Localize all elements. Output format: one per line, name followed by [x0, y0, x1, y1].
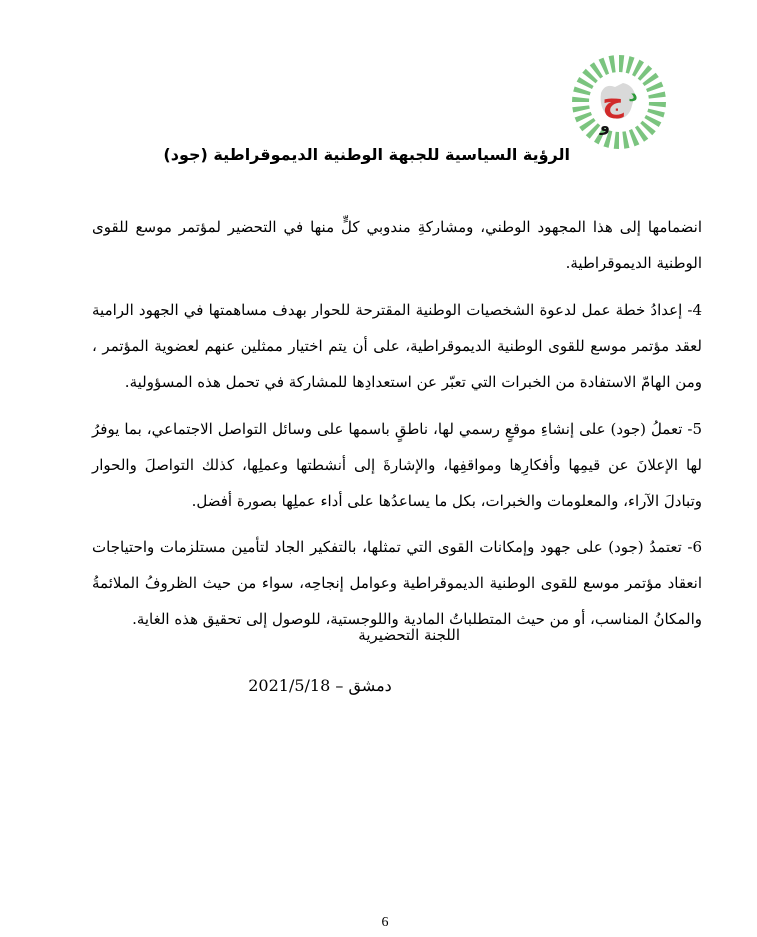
- logo-ray: [622, 131, 629, 148]
- logo-letter-waw: و: [600, 116, 610, 135]
- logo-ray: [609, 55, 616, 72]
- logo-ray: [614, 132, 619, 149]
- logo-ray: [648, 92, 665, 99]
- paragraph-item-5: 5- تعملُ (جود) على إنشاءِ موقعٍ رسمي لها، ناطقٍ باسمها على وسائل التواصل الاجتماعي، بما يوفرُ لها الإعلانَ عن قيمِها وأفكارِها ومواقفِها، والإشارةَ إلى أنشطتها وعملِها، كذلك التواصلَ والحوار وتبادلَ الآراء، والمعلومات والخبرات، بكل ما يساعدُها على أداء عملِها بصورة أفضل.: [92, 420, 702, 510]
- page-number: 6: [381, 915, 389, 930]
- logo-ray: [649, 102, 666, 107]
- front-logo-icon: [571, 53, 667, 151]
- logo-letter-dal: د: [628, 85, 638, 106]
- logo-letter-jeem: ج: [602, 84, 624, 119]
- logo-ray: [647, 109, 665, 118]
- signature: اللجنة التحضيرية: [358, 626, 460, 644]
- paragraph-item-4: 4- إعدادُ خطة عمل لدعوة الشخصيات الوطنية المقترحة للحوار بهدف مساهمتها في الجهود الرامية لعقد مؤتمر موسع للقوى الوطنية الديموقراطية، على أن يتم اختيار ممثلين عنهم لعضوية المؤتمر ، ومن الهامّ الاستفادة من الخبرات التي تعبّر عن استعدادِها للمشاركة في تحمل هذه المسؤولية.: [92, 301, 702, 391]
- document-title: الرؤية السياسية للجبهة الوطنية الديموقراطية (جود): [163, 145, 570, 164]
- logo-ray: [626, 56, 635, 74]
- logo-ray: [619, 55, 624, 72]
- logo-ray: [572, 105, 589, 112]
- logo-ray: [573, 86, 591, 95]
- paragraph-item-6: 6- تعتمدُ (جود) على جهود وإمكانات القوى التي تمثلها، بالتفكير الجاد لتأمين مستلزمات واحتياجات انعقاد مؤتمر موسع للقوى الوطنية الديموقراطية وعوامل إنجاحِه، سواء من حيث الظروفُ الملائمةُ والمكانُ المناسب، أو من حيث المتطلباتُ المادية واللوجستية، للوصول إلى تحقيق هذه الغاية.: [92, 538, 702, 628]
- place-date: دمشق – 2021/5/18: [248, 676, 392, 695]
- paragraph-intro: انضمامها إلى هذا المجهود الوطني، ومشاركةِ مندوبي كلٍّ منها في التحضير لمؤتمر موسع للقوى الوطنية الديموقراطية.: [92, 218, 702, 272]
- logo-ray: [572, 97, 589, 102]
